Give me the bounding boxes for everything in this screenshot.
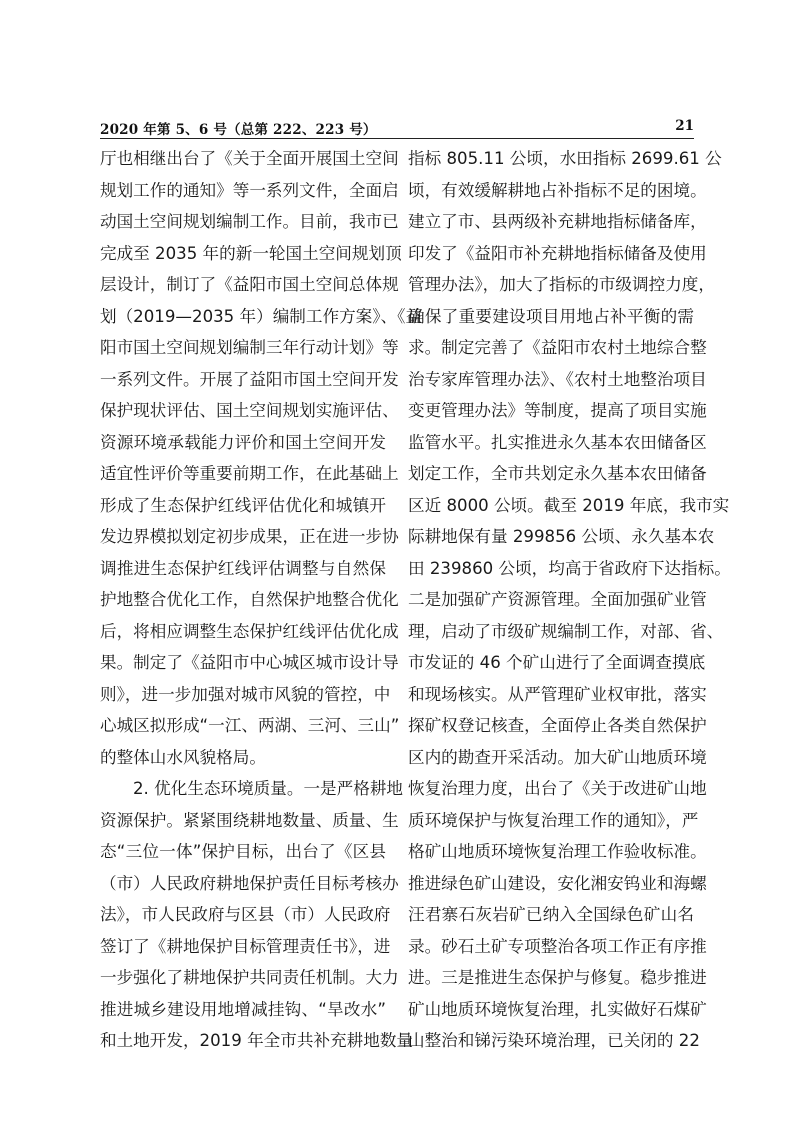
text-line: 划定工作，全市共划定永久基本农田储备 [408,464,707,483]
text-line: 理，启动了市级矿规编制工作，对部、省、 [408,621,724,641]
text-line: 厅也相继出台了《关于全面开展国土空间 [100,149,399,168]
text-line: 矿山地质环境恢复治理，扎实做好石煤矿 [408,999,707,1019]
text-line: 护地整合优化工作，自然保护地整合优化 [100,590,399,609]
text-line: 市发证的 46 个矿山进行了全面调查摸底 [408,653,706,672]
text-line: 发边界模拟划定初步成果，正在进一步协 [100,527,399,546]
text-line: 层设计，制订了《益阳市国土空间总体规 [100,275,399,294]
text-line: 一步强化了耕地保护共同责任机制。大力 [100,968,399,987]
text-line: 区近 8000 公顷。截至 2019 年底，我市实 [408,495,730,515]
text-line: 资源环境承载能力评价和国土空间开发 [100,432,386,452]
text-line: 规划工作的通知》等一系列文件，全面启 [100,180,399,200]
text-line: 进。三是推进生态保护与修复。稳步推进 [408,968,707,987]
text-line: 治专家库管理办法》、《农村土地整治项目 [408,369,707,389]
text-line: 调推进生态保护红线评估调整与自然保 [100,558,386,578]
text-line: 区内的勘查开采活动。加大矿山地质环境 [408,747,707,767]
text-line: 田 239860 公顷，均高于省政府下达指标。 [408,558,731,578]
issue-info: 2020 年第 5、6 号（总第 222、223 号） [100,122,377,138]
running-header [100,116,694,140]
text-line: 完成至 2035 年的新一轮国土空间规划顶 [100,243,402,263]
text-line: 际耕地保有量 299856 公顷、永久基本农 [408,527,715,546]
text-line: （市）人民政府耕地保护责任目标考核办 [100,873,399,893]
text-line: 阳市国土空间规划编制三年行动计划》等 [100,338,399,357]
text-line: 和土地开发，2019 年全市共补充耕地数量 [100,1031,414,1050]
text-line: 资源保护。紧紧围绕耕地数量、质量、生 [100,810,399,830]
left-column [100,143,423,1057]
text-line: 质环境保护与恢复治理工作的通知》，严 [408,810,699,830]
text-line: 汪君寨石灰岩矿已纳入全国绿色矿山名 [408,905,694,924]
text-line: 变更管理办法》等制度，提高了项目实施 [408,401,707,420]
text-line: 录。砂石土矿专项整治各项工作正有序推 [408,936,707,956]
text-line: 推进城乡建设用地增减挂钩、“旱改水” [100,999,386,1019]
paragraph-end-line: 的整体山水风貌格局。 [100,747,266,767]
text-line: 则》，进一步加强对城市风貌的管控，中 [100,684,391,704]
text-line: 形成了生态保护红线评估优化和城镇开 [100,495,386,515]
text-line: 管理办法》，加大了指标的市级调控力度， [408,275,715,294]
text-line: 划（2019—2035 年）编制工作方案》、《益 [100,306,423,326]
header-rule [100,138,694,139]
text-line: 动国土空间规划编制工作。目前，我市已 [100,212,399,231]
text-line: 一系列文件。开展了益阳市国土空间开发 [100,369,399,389]
text-line: 格矿山地质环境恢复治理工作验收标准。 [408,842,707,861]
text-line: 签订了《耕地保护目标管理责任书》，进 [100,936,391,956]
text-line: 确保了重要建设项目用地占补平衡的需 [408,306,694,326]
text-line: 指标 805.11 公顷，水田指标 2699.61 公 [408,149,722,168]
text-line: 印发了《益阳市补充耕地指标储备及使用 [408,243,707,263]
text-line: 求。制定完善了《益阳市农村土地综合整 [408,338,707,357]
text-line: 山整治和锑污染环境治理，已关闭的 22 [408,1031,700,1050]
text-line: 和现场核实。从严管理矿业权审批，落实 [408,684,707,704]
text-line: 保护现状评估、国土空间规划实施评估、 [100,401,399,420]
text-line: 恢复治理力度，出台了《关于改进矿山地 [408,779,707,798]
text-line: 心城区拟形成“一江、两湖、三河、三山” [100,716,400,735]
text-line: 态“三位一体”保护目标，出台了《区县 [100,842,386,861]
text-line: 监管水平。扎实推进永久基本农田储备区 [408,432,707,452]
text-line: 法》，市人民政府与区县（市）人民政府 [100,905,391,924]
text-line: 二是加强矿产资源管理。全面加强矿业管 [408,590,707,609]
right-column [408,143,731,1057]
text-line: 探矿权登记核查，全面停止各类自然保护 [408,716,707,735]
text-line: 果。制定了《益阳市中心城区城市设计导 [100,653,399,672]
text-line: 适宜性评价等重要前期工作，在此基础上 [100,464,399,483]
page-number: 21 [675,118,694,134]
paragraph-start-line: 2. 优化生态环境质量。一是严格耕地 [133,779,404,798]
text-line: 建立了市、县两级补充耕地指标储备库， [408,212,707,231]
text-line: 顷，有效缓解耕地占补指标不足的困境。 [408,180,707,200]
text-line: 后，将相应调整生态保护红线评估优化成 [100,621,399,641]
text-line: 推进绿色矿山建设，安化湘安钨业和海螺 [408,873,707,893]
